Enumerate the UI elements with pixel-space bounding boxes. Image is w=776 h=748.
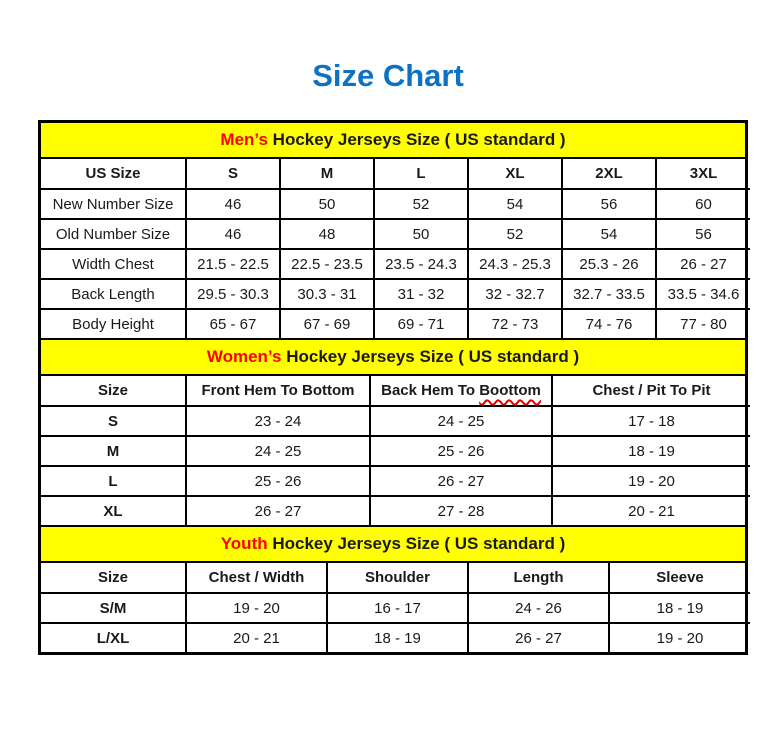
column-header — [370, 376, 552, 406]
size-value: 46 — [186, 219, 280, 249]
table-row — [41, 249, 750, 279]
size-value: 60 — [656, 189, 750, 219]
column-header: Size — [41, 376, 186, 406]
youth-section-title-rest: Hockey Jerseys Size ( US standard ) — [267, 534, 566, 553]
table-row — [41, 623, 750, 652]
column-header: Chest / Width — [186, 563, 327, 593]
size-value: 25 - 26 — [370, 436, 552, 466]
size-value: 24.3 - 25.3 — [468, 249, 562, 279]
row-label: L — [41, 466, 186, 496]
size-value: 50 — [280, 189, 374, 219]
row-label: M — [41, 436, 186, 466]
size-value: 18 - 19 — [552, 436, 750, 466]
size-value: 19 - 20 — [186, 593, 327, 623]
table-row — [41, 593, 750, 623]
size-value: 18 - 19 — [609, 593, 750, 623]
size-value: 20 - 21 — [186, 623, 327, 652]
size-value: 48 — [280, 219, 374, 249]
column-header: Size — [41, 563, 186, 593]
size-value: 54 — [562, 219, 656, 249]
womens-section-header — [41, 338, 745, 376]
size-value: 20 - 21 — [552, 496, 750, 525]
size-value: 23.5 - 24.3 — [374, 249, 468, 279]
youth-section-title-accent: Youth — [220, 534, 268, 553]
size-value: 54 — [468, 189, 562, 219]
row-label: Old Number Size — [41, 219, 186, 249]
column-header: Front Hem To Bottom — [186, 376, 370, 406]
size-value: 32.7 - 33.5 — [562, 279, 656, 309]
size-value: 19 - 20 — [609, 623, 750, 652]
size-value: 17 - 18 — [552, 406, 750, 436]
size-value: 25.3 - 26 — [562, 249, 656, 279]
column-header: L — [374, 159, 468, 189]
youth-section-header — [41, 525, 745, 563]
column-header: XL — [468, 159, 562, 189]
mens-header-row — [41, 159, 750, 189]
column-header-text: Back Hem To — [381, 382, 480, 399]
table-row — [41, 466, 750, 496]
size-value: 18 - 19 — [327, 623, 468, 652]
size-value: 25 - 26 — [186, 466, 370, 496]
table-row — [41, 219, 750, 249]
size-value: 32 - 32.7 — [468, 279, 562, 309]
row-label: S/M — [41, 593, 186, 623]
table-row — [41, 189, 750, 219]
size-value: 23 - 24 — [186, 406, 370, 436]
row-label: S — [41, 406, 186, 436]
size-value: 26 - 27 — [186, 496, 370, 525]
size-value: 72 - 73 — [468, 309, 562, 338]
size-value: 69 - 71 — [374, 309, 468, 338]
row-label: XL — [41, 496, 186, 525]
column-header: US Size — [41, 159, 186, 189]
table-row — [41, 309, 750, 338]
size-value: 24 - 26 — [468, 593, 609, 623]
youth-size-table — [41, 563, 750, 652]
row-label: Body Height — [41, 309, 186, 338]
size-value: 56 — [562, 189, 656, 219]
column-header: M — [280, 159, 374, 189]
mens-section-title-rest: Hockey Jerseys Size ( US standard ) — [267, 130, 566, 149]
womens-size-table — [41, 376, 750, 525]
size-value: 29.5 - 30.3 — [186, 279, 280, 309]
row-label: Width Chest — [41, 249, 186, 279]
size-value: 67 - 69 — [280, 309, 374, 338]
mens-section-title-accent: Men’s — [220, 130, 268, 149]
column-header: 3XL — [656, 159, 750, 189]
misspelled-word: Boottom — [479, 382, 541, 399]
column-header: Shoulder — [327, 563, 468, 593]
table-row — [41, 436, 750, 466]
size-value: 56 — [656, 219, 750, 249]
youth-header-row — [41, 563, 750, 593]
size-value: 24 - 25 — [370, 406, 552, 436]
column-header: S — [186, 159, 280, 189]
size-chart — [38, 120, 748, 655]
size-value: 30.3 - 31 — [280, 279, 374, 309]
column-header: Chest / Pit To Pit — [552, 376, 750, 406]
size-value: 33.5 - 34.6 — [656, 279, 750, 309]
table-row — [41, 496, 750, 525]
size-value: 26 - 27 — [468, 623, 609, 652]
size-value: 26 - 27 — [656, 249, 750, 279]
column-header: Length — [468, 563, 609, 593]
size-value: 21.5 - 22.5 — [186, 249, 280, 279]
table-row — [41, 279, 750, 309]
row-label: Back Length — [41, 279, 186, 309]
table-row — [41, 406, 750, 436]
mens-section-header — [41, 123, 745, 159]
size-value: 52 — [468, 219, 562, 249]
size-value: 46 — [186, 189, 280, 219]
size-value: 52 — [374, 189, 468, 219]
womens-section-title-rest: Hockey Jerseys Size ( US standard ) — [281, 347, 580, 366]
size-value: 77 - 80 — [656, 309, 750, 338]
size-value: 74 - 76 — [562, 309, 656, 338]
column-header: Sleeve — [609, 563, 750, 593]
size-value: 16 - 17 — [327, 593, 468, 623]
womens-section-title-accent: Women’s — [206, 347, 282, 366]
row-label: L/XL — [41, 623, 186, 652]
size-value: 24 - 25 — [186, 436, 370, 466]
size-value: 26 - 27 — [370, 466, 552, 496]
row-label: New Number Size — [41, 189, 186, 219]
mens-size-table — [41, 159, 750, 338]
size-value: 31 - 32 — [374, 279, 468, 309]
size-value: 65 - 67 — [186, 309, 280, 338]
size-value: 50 — [374, 219, 468, 249]
page-title: Size Chart — [312, 58, 464, 93]
size-value: 27 - 28 — [370, 496, 552, 525]
size-value: 22.5 - 23.5 — [280, 249, 374, 279]
size-value: 19 - 20 — [552, 466, 750, 496]
column-header: 2XL — [562, 159, 656, 189]
womens-header-row — [41, 376, 750, 406]
